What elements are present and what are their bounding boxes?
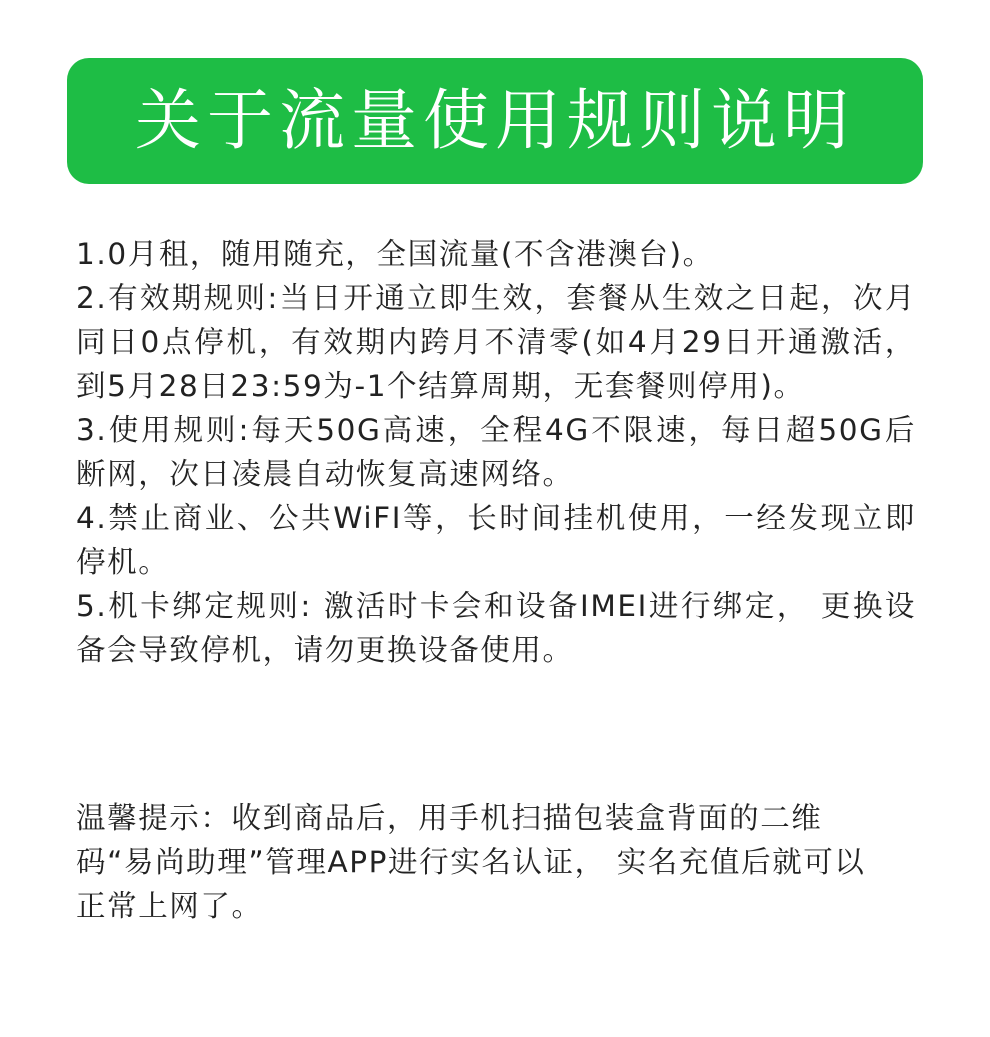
rule-item-4: 4.禁止商业、公共WiFI等，长时间挂机使用，一经发现立即停机。 [76, 501, 916, 579]
warm-tip: 温馨提示：收到商品后，用手机扫描包装盒背面的二维码“易尚助理”管理APP进行实名认证， 实名充值后就可以正常上网了。 [76, 801, 866, 923]
rule-item-1: 1.0月租，随用随充，全国流量(不含港澳台)。 [76, 237, 714, 271]
rule-item-5: 5.机卡绑定规则: 激活时卡会和设备IMEI进行绑定， 更换设备会导致停机，请勿更换设备使用。 [76, 589, 916, 667]
title-banner [67, 58, 923, 184]
rule-item-2: 2.有效期规则:当日开通立即生效，套餐从生效之日起，次月同日0点停机，有效期内跨月不清零(如4月29日开通激活，到5月28日23:59为-1个结算周期，无套餐则停用)。 [76, 281, 916, 403]
rule-item-3: 3.使用规则:每天50G高速，全程4G不限速，每日超50G后断网，次日凌晨自动恢复高速网络。 [76, 413, 916, 491]
rules-list [76, 232, 916, 672]
page-title: 关于流量使用规则说明 [135, 82, 855, 159]
